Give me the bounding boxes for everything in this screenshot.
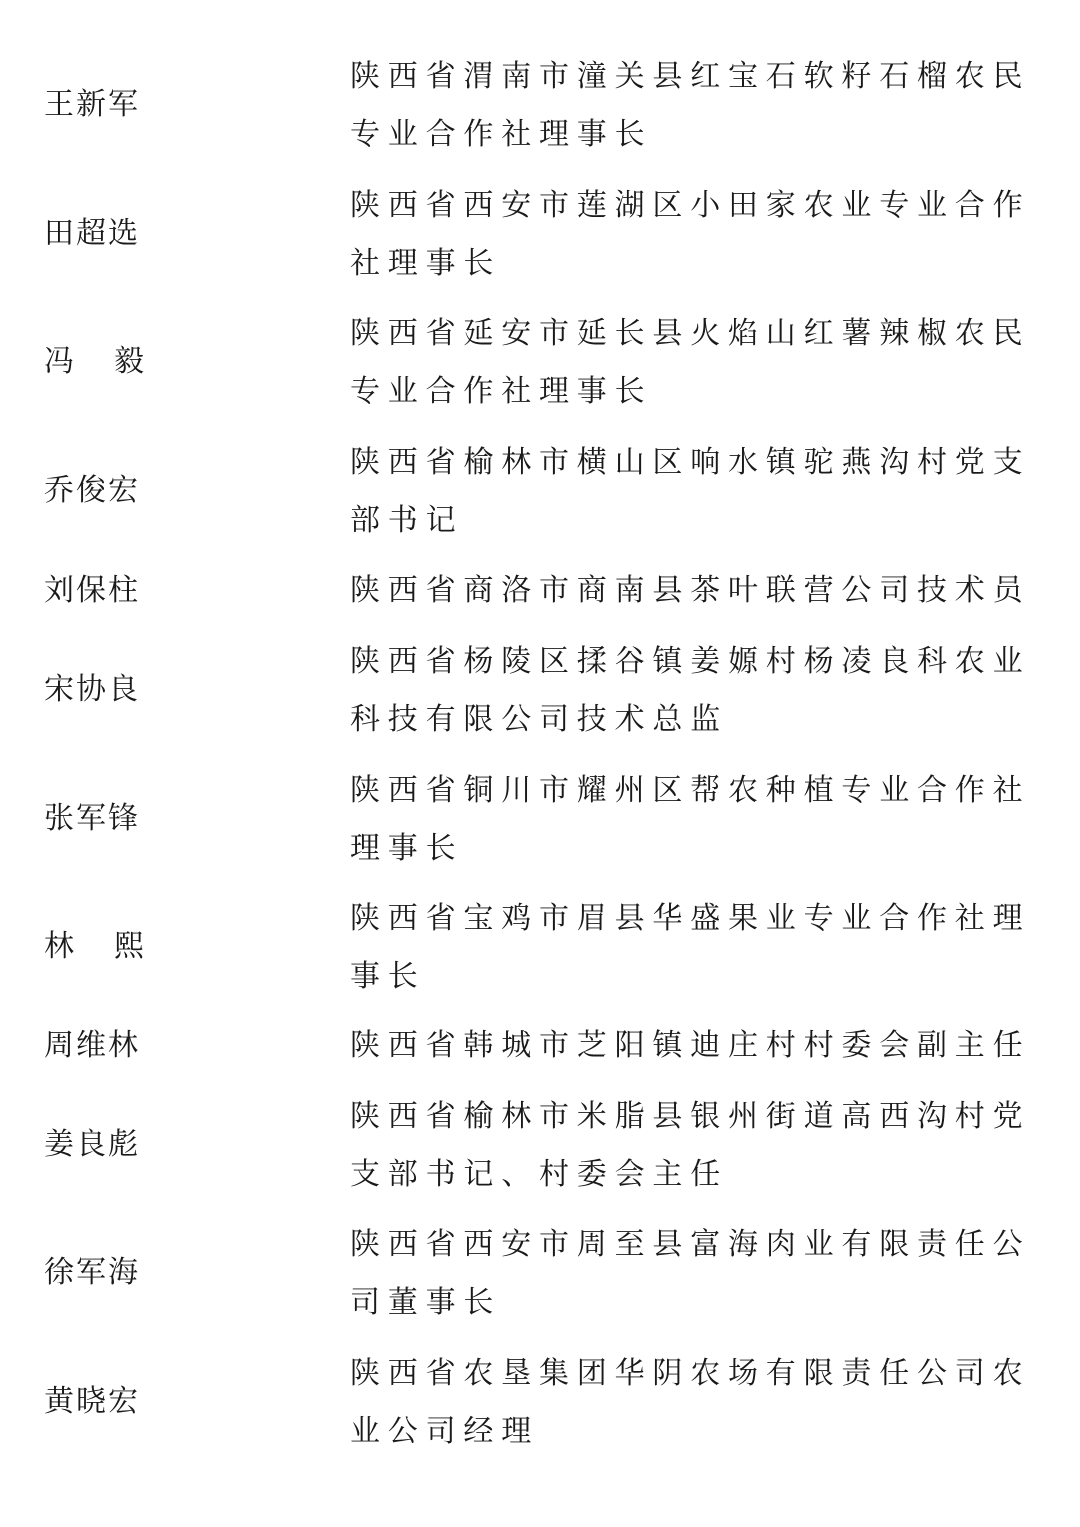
person-title: 陕西省榆林市横山区响水镇驼燕沟村党支部书记: [350, 445, 1031, 538]
person-title: 陕西省杨陵区揉谷镇姜嫄村杨凌良科农业科技有限公司技术总监: [350, 644, 1031, 737]
person-name-char: 毅: [114, 344, 144, 379]
person-title: 陕西省商洛市商南县茶叶联营公司技术员: [350, 573, 1031, 608]
person-name: 王新军: [44, 87, 140, 122]
person-title: 陕西省榆林市米脂县银州街道高西沟村党支部书记、村委会主任: [350, 1099, 1031, 1192]
person-name: 黄晓宏: [44, 1384, 140, 1419]
person-name: 徐军海: [44, 1255, 140, 1290]
person-title: 陕西省西安市莲湖区小田家农业专业合作社理事长: [350, 188, 1031, 281]
person-title: 陕西省渭南市潼关县红宝石软籽石榴农民专业合作社理事长: [350, 59, 1031, 152]
person-name: 乔俊宏: [44, 473, 140, 508]
person-name: 姜良彪: [44, 1127, 140, 1162]
person-name-char: 冯: [44, 344, 74, 379]
person-name-char: 林: [44, 929, 74, 964]
person-title: 陕西省韩城市芝阳镇迪庄村村委会副主任: [350, 1028, 1031, 1063]
person-name: 刘保柱: [44, 573, 140, 608]
person-title: 陕西省铜川市耀州区帮农种植专业合作社理事长: [350, 773, 1031, 866]
person-title: 陕西省农垦集团华阴农场有限责任公司农业公司经理: [350, 1356, 1031, 1449]
person-title: 陕西省延安市延长县火焰山红薯辣椒农民专业合作社理事长: [350, 316, 1031, 409]
person-name: 周维林: [44, 1028, 140, 1063]
person-title: 陕西省宝鸡市眉县华盛果业专业合作社理事长: [350, 901, 1031, 994]
person-name: 张军锋: [44, 801, 140, 836]
person-name-char: 熙: [114, 929, 144, 964]
person-title: 陕西省西安市周至县富海肉业有限责任公司董事长: [350, 1227, 1031, 1320]
person-name: 宋协良: [44, 672, 140, 707]
person-name: 田超选: [44, 216, 140, 251]
